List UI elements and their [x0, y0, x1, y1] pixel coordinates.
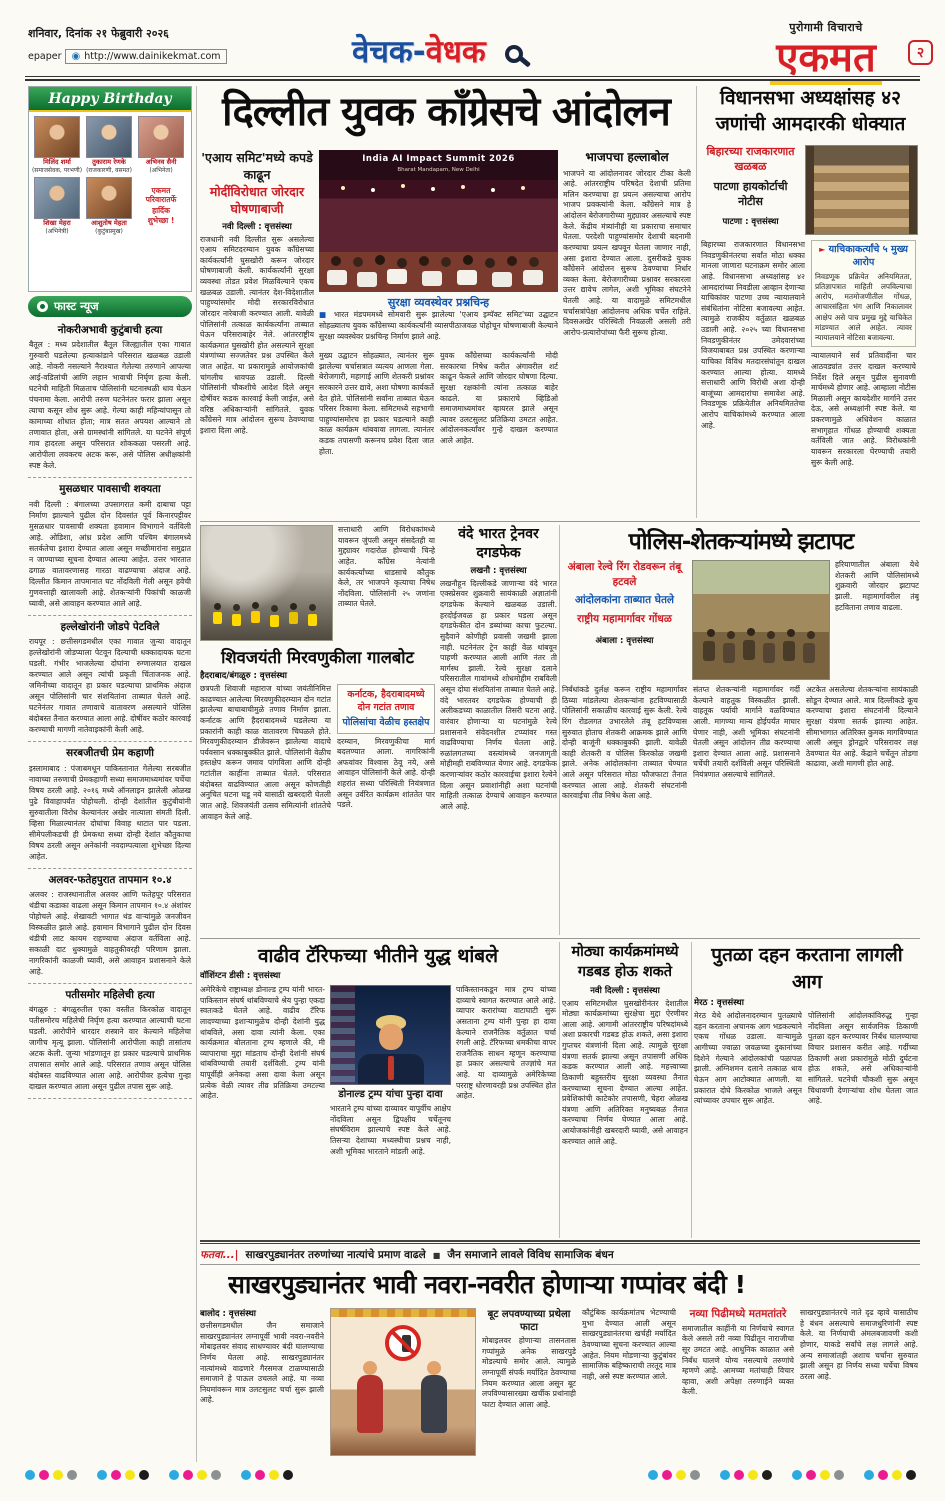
shivjayanti-columns	[200, 684, 435, 930]
birthday-name: शिखा मेहरा	[43, 219, 71, 228]
color-dot	[792, 1470, 802, 1480]
shivjayanti-body-1: छत्रपती शिवाजी महाराज यांच्या जयंतीनिमित्त काढण्यात आलेल्या मिरवणुकीदरम्यान दोन गटांत झालेल्या बाचाबाचीमुळे तणाव निर्माण झाला. कर्नाटक आणि हैदराबादमध्ये घडलेल्या या प्रकारांनी काही काळ वातावरण चिघळले होते. मिरवणुकीदरम्यान डीजेवरून झालेल्या वादाचे पर्यवसान धक्काबुक्कीत झाले. पोलिसांनी वेळीच हस्तक्षेप करून जमाव पांगविला आणि दोन्ही गटांतील काहींना ताब्यात घेतले. परिसरात बंदोबस्त वाढविण्यात आला असून कोणतीही अनुचित घटना घडू नये यासाठी खबरदारी घेतली जात आहे. शिवजयंती उत्सव समित्यांनी शांततेचे आवाहन केले आहे.	[200, 684, 331, 821]
engagement-columns	[200, 1308, 920, 1456]
color-dot	[39, 1470, 49, 1480]
color-dot	[169, 1470, 179, 1480]
police-photo	[200, 525, 333, 641]
fast-news-body: इस्लामाबाद : पंजाबमधून पाकिस्तानात गेलेल्या सरबजीत नावाच्या तरुणाची प्रेमकहाणी सध्या समाजमाध्यमांवर चर्चेचा विषय ठरली आहे. २०१६ मध्ये ऑनलाइन झालेली ओळख पुढे विवाहापर्यंत पोहोचली. दोन्ही देशांतील कुटुंबीयांनी सुरुवातीला विरोध केल्यानंतर अखेर नात्याला संमती दिली. व्हिसा मिळाल्यानंतर दोघांचा विवाह थाटात पार पडला. सीमेपलीकडची ही प्रेमकथा सध्या दोन्ही देशांत कौतुकाचा विषय ठरली असून अनेकांनी नवदाम्पत्याला शुभेच्छा दिल्या आहेत.	[29, 763, 191, 861]
shoe-custom-body: मोबाइलवर होणाऱ्या तासनतास गप्पांमुळे अनेक साखरपुडे मोडल्याचे समोर आले. त्यामुळे लग्नापूर्वी संपर्क मर्यादित ठेवण्याचा नियम करण्यात आला असून बूट लपविण्यासारख्या खर्चीक प्रथांनाही फाटा देण्यात आला आहे.	[482, 1336, 576, 1409]
birthday-name: आशुतोष मेहता	[91, 219, 127, 228]
tshirts-held-up	[327, 270, 347, 285]
tariff-photo-column	[330, 985, 451, 1237]
birthday-cell	[31, 114, 83, 175]
effigy-fire-story	[694, 942, 920, 1238]
effigy-column-2	[808, 1011, 918, 1238]
events-byline: नवी दिल्ली : वृत्तसंस्था	[590, 985, 660, 996]
shivjayanti-body-2: दरम्यान, मिरवणुकीचा मार्ग बदलण्यात आला. नागरिकांनी अफवांवर विश्वास ठेवू नये, असे आवाहन पोलिसांनी केले आहे. दोन्ही शहरांत सध्या परिस्थिती नियंत्रणात असून उर्वरित कार्यक्रम शांततेत पार पडले.	[337, 736, 435, 810]
engagement-photo	[330, 1308, 476, 1456]
events-security-story	[562, 942, 688, 1238]
lead-subhead-black: 'एआय समिट'मध्ये कपडे काढून	[201, 150, 313, 182]
engagement-body-left: छत्तीसगडमधील जैन समाजाने साखरपुड्यानंतर लग्नापूर्वी भावी नवरा-नवरीने मोबाइलवर संवाद साधण्यावर बंदी घालण्याचा निर्णय घेतला आहे. साखरपुड्यानंतर नात्यांमध्ये वाढणारे गैरसमज टाळण्यासाठी समाजाने हे पाऊल उचलले आहे. या नव्या नियमांवरून मात्र उलटसुलट चर्चा सुरू झाली आहे.	[200, 1321, 324, 1405]
lead-body-1: राजधानी नवी दिल्लीत सुरू असलेल्या एआय समिटदरम्यान युवक काँग्रेसच्या कार्यकर्त्यांनी घुसखोरी करून जोरदार घोषणाबाजी केली. कार्यकर्त्यांनी सुरक्षा व्यवस्था तोडत प्रवेश मिळविल्याने एकच खळबळ उडाली. त्यानंतर देश-विदेशातील पाहुण्यांसमोर मोदी सरकारविरोधात जोरदार नारेबाजी करण्यात आली. यावेळी पोलिसांनी तत्काळ कार्यकर्त्यांना ताब्यात घेऊन परिसराबाहेर नेले. आंतरराष्ट्रीय कार्यक्रमात घुसखोरी होत असल्याने सुरक्षा यंत्रणांच्या सज्जतेवर प्रश्न उपस्थित केले जात आहेत. या प्रकारामुळे आयोजकांची चांगलीच धावपळ उडाली. दिल्ली पोलिसांनी चौकशीचे आदेश दिले असून दोषींवर कडक कारवाई केली जाईल, असे वरिष्ठ अधिकाऱ्यांनी सांगितले. युवक काँग्रेसने मात्र आंदोलन सुरूच ठेवण्याचा इशारा दिला आहे.	[200, 234, 314, 435]
masthead-tagline: पुरोगामी विचाराचे	[789, 21, 863, 34]
farmers-clash-photo	[692, 560, 830, 680]
color-dot	[241, 1470, 251, 1480]
lead-body-column-2	[319, 351, 434, 518]
birthday-role: (राजकारणी, वसमत)	[86, 166, 132, 174]
farmers-crowd-heads	[707, 629, 715, 637]
bihar-kickers	[701, 145, 800, 235]
engagement-column-3	[582, 1308, 676, 1456]
caption-text: भारत मंडपममध्ये सोमवारी सुरू झालेल्या 'एआय इम्पॅक्ट समिट'च्या उद्घाटन सोहळ्यातच युवक काँग्रेसच्या कार्यकर्त्यांनी व्यासपीठाजवळ पोहोचून घोषणाबाजी केल्याने सुरक्षा व्यवस्थेवर प्रश्नचिन्ह निर्माण झाले आहे.	[319, 310, 558, 341]
color-dot	[662, 1470, 672, 1480]
color-dot	[878, 1470, 888, 1480]
fast-news-body: बैतूल : मध्य प्रदेशातील बैतूल जिल्ह्यातील एका गावात गुरुवारी घडलेल्या हत्याकांडाने परिसरात खळबळ उडाली आहे. नोकरी नसल्याने नैराश्यात गेलेल्या तरुणाने आपल्या आई-वडिलांची आणि लहान भावाची निर्घृण हत्या केली. घटनेची माहिती मिळताच पोलिसांनी घटनास्थळी धाव घेऊन पंचनामा केला. आरोपी तरुण घटनेनंतर फरार झाला असून त्याचा कसून शोध सुरू आहे. गेल्या काही महिन्यांपासून तो कामाच्या शोधात होता; मात्र सतत अपयश आल्याने तो तणावात होता, असे ग्रामस्थांनी सांगितले. या घटनेने संपूर्ण गाव हादरला असून परिसरात शोककळा पसरली आहे. आरोपीला लवकरच अटक करू, असे पोलिस अधीक्षकांनी स्पष्ट केले.	[29, 340, 191, 471]
globe-icon: ◉	[71, 50, 81, 62]
shivjayanti-headline: शिवजयंती मिरवणुकीला गालबोट	[221, 648, 414, 667]
color-dot	[892, 1470, 902, 1480]
shivjayanti-story	[200, 646, 435, 935]
color-dot	[111, 1470, 121, 1480]
fast-news-title: फास्ट न्यूज	[54, 299, 99, 313]
lead-subhead-red: मोदींविरोधात जोरदार घोषणाबाजी	[209, 183, 305, 216]
vande-bharat-story	[440, 525, 557, 935]
column-rule	[696, 86, 697, 518]
birthday-role: (अभिनेता)	[149, 166, 173, 174]
lead-body-5: सत्ताधारी आणि विरोधकांमध्ये यावरून जुंपली असून संसदेतही या मुद्द्यावर गदारोळ होण्याची चिन्हे आहेत. काँग्रेस नेत्यांनी कार्यकर्त्यांच्या धाडसाचे कौतुक केले, तर भाजपने कृत्याचा निषेध नोंदविला. पोलिसांनी २५ जणांना ताब्यात घेतले.	[338, 525, 435, 609]
greeting-line: शुभेच्छा !	[147, 216, 175, 226]
birthday-photo	[34, 177, 80, 219]
fatwa-strip	[200, 1246, 920, 1265]
birthday-name: अभिनव सैनी	[145, 158, 177, 166]
color-dot	[648, 1470, 658, 1480]
print-registration-marks	[25, 1470, 920, 1480]
fast-news-item	[28, 869, 192, 984]
fast-news-column	[28, 296, 192, 1460]
color-dot	[720, 1470, 730, 1480]
color-dot	[139, 1470, 149, 1480]
shivjayanti-column-2	[337, 684, 435, 930]
birthday-role: (समाजसेवक, परभणी)	[31, 166, 83, 174]
color-dot	[806, 1470, 816, 1480]
bihar-column-2	[811, 240, 916, 508]
fast-news-headline: अलवर-फतेहपुरात तापमान १०.४	[48, 873, 172, 886]
date-line: शनिवार, दिनांक २१ फेब्रुवारी २०२६	[28, 27, 169, 40]
police-farmers-columns	[562, 685, 920, 923]
summit-photo	[319, 150, 558, 292]
epaper-bar	[28, 47, 227, 65]
engagement-body-mid: कौटुंबिक कार्यक्रमांतच भेटण्याची मुभा देण्यात आली असून साखरपुड्यानंतरचा खर्चही मर्यादित ठेवण्याच्या सूचना करण्यात आल्या आहेत. नियम मोडणाऱ्या कुटुंबांवर सामाजिक बहिष्काराची तरतूद मात्र नाही, असे स्पष्ट करण्यात आले.	[582, 1308, 676, 1381]
column-rule	[559, 525, 560, 935]
tariff-byline: वॉशिंग्टन डीसी : वृत्तसंस्था	[200, 971, 281, 981]
summit-banner-subtext: Bharat Mandapam, New Delhi	[397, 167, 480, 173]
tariff-column-3	[456, 985, 556, 1237]
fatwa-text-2: जैन समाजाने लावले विविध सामाजिक बंधन	[447, 1249, 614, 1261]
greeting-line: हार्दिक	[152, 205, 170, 215]
fast-news-body: बंगळूरु : बंगळूरुतील एका वस्तीत किरकोळ वादातून पतीसमोरच महिलेची निर्घृण हत्या करण्यात आल्याची घटना घडली. आरोपीने धारदार शस्त्राने वार केल्याने महिलेचा जागीच मृत्यू झाला. पोलिसांनी आरोपीला काही तासांतच अटक केली. जुन्या भांडणातून हा प्रकार घडल्याचे प्राथमिक तपासात समोर आले आहे. परिसरात तणाव असून पोलिस बंदोबस्त वाढविण्यात आला आहे. आरोपीवर हत्येचा गुन्हा दाखल करण्यात आला असून पुढील तपास सुरू आहे.	[29, 1005, 191, 1092]
inset-body: निवडणूक प्रक्रियेत अनियमितता, प्रतिज्ञापत्रात माहिती लपविल्याचा आरोप, मतमोजणीतील गोंधळ, आचारसंहिता भंग आणि निकालावर आक्षेप असे पाच प्रमुख मुद्दे याचिकेत मांडण्यात आले आहेत. त्यावर न्यायालयाने नोटिसा बजावल्या.	[815, 271, 912, 343]
bjp-reaction-body: भाजपने या आंदोलनावर जोरदार टीका केली आहे. आंतरराष्ट्रीय परिषदेत देशाची प्रतिमा मलिन करण्याचा हा प्रयत्न असल्याचा आरोप भाजप प्रवक्त्यांनी केला. काँग्रेसने मात्र हे आंदोलन बेरोजगारीच्या मुद्द्यावर असल्याचे स्पष्ट केले. केंद्रीय मंत्र्यांनीही या प्रकाराचा समाचार घेतला. परदेशी पाहुण्यांसमोर देशाची बदनामी करण्याचा प्रयत्न खपवून घेतला जाणार नाही, असा इशारा देण्यात आला. दुसरीकडे युवक काँग्रेसने आंदोलन सुरूच ठेवण्याचा निर्धार व्यक्त केला. बेरोजगारीच्या प्रश्नावर सरकारला उत्तर द्यावेच लागेल, अशी भूमिका संघटनेने घेतली आहे. या वादामुळे समिटमधील चर्चासत्रांपेक्षा आंदोलनच अधिक चर्चेत राहिले. दिवसअखेर परिस्थिती निवळली असली तरी आरोप-प्रत्यारोपांच्या फैरी सुरूच होत्या.	[563, 168, 691, 337]
bihar-top-row	[701, 145, 920, 235]
birthday-photo	[138, 116, 184, 158]
birthday-photo	[86, 116, 132, 158]
police-farmers-column-2	[693, 685, 800, 923]
column-rule	[196, 86, 197, 1462]
trump-tie	[388, 1056, 394, 1080]
birthday-name: मिलिंद शर्मा	[43, 158, 71, 166]
bihar-kicker-black: पाटणा हायकोर्टाची नोटीस	[713, 179, 788, 208]
color-dot	[53, 1470, 63, 1480]
arrow-icon: ►	[819, 245, 826, 254]
lead-body-3: युवक काँग्रेसच्या कार्यकर्त्यांनी मोदी सरकारचा निषेध करीत अंगावरील शर्ट काढून फेकले आणि जोरदार घोषणा दिल्या. सुरक्षा रक्षकांनी त्यांना तत्काळ बाहेर काढले. या प्रकाराचे व्हिडिओ समाजमाध्यमांवर व्हायरल झाले असून त्यावर उलटसुलट प्रतिक्रिया उमटत आहेत. आंदोलनकर्त्यांवर गुन्हे दाखल करण्यात आले आहेत.	[440, 351, 558, 445]
birthday-cell	[83, 114, 135, 175]
engagement-byline: बालोद : वृत्तसंस्था	[200, 1309, 256, 1319]
vande-bharat-byline: लखनौ : वृत्तसंस्था	[470, 565, 527, 576]
shivjayanti-column-1	[200, 684, 331, 930]
logo-text-red: वेधक	[425, 34, 486, 70]
bihar-body-2: न्यायालयाने सर्व प्रतिवादींना चार आठवड्यांत उत्तर दाखल करण्याचे निर्देश दिले असून पुढील सुनावणी मार्चमध्ये होणार आहे. आम्हाला नोटीस मिळाली असून कायदेशीर मार्गाने उत्तर देऊ, असे अध्यक्षांनी स्पष्ट केले. या प्रकरणामुळे अधिवेशन काळात सभागृहात गोंधळ होण्याची शक्यता वर्तविली जात आहे. विरोधकांनी यावरून सरकारला घेरण्याची तयारी सुरू केली आहे.	[811, 351, 916, 467]
birthday-name: तुकाराम रेणके	[92, 158, 126, 166]
crowd-silhouette	[331, 256, 341, 266]
birthday-cell	[31, 175, 83, 236]
effigy-column-1	[694, 1011, 802, 1238]
birthday-title: Happy Birthday	[29, 87, 191, 112]
bihar-headline: विधानसभा अध्यक्षांसह ४२ जणांची आमदारकी धोक्यात	[715, 87, 906, 135]
bullet-blue: आंदोलकांना ताब्यात घेतले	[574, 594, 675, 607]
color-dot	[283, 1470, 293, 1480]
square-bullet-icon: ■	[319, 310, 329, 320]
engagement-column-4	[682, 1308, 794, 1456]
tariff-body-1: अमेरिकेचे राष्ट्राध्यक्ष डोनाल्ड ट्रम्प यांनी भारत-पाकिस्तान संघर्ष थांबविण्याचे श्रेय पुन्हा एकदा स्वतःकडे घेतले आहे. वाढीव टॅरिफ लादण्याच्या इशाऱ्यामुळेच दोन्ही देशांनी युद्ध थांबविले, असा दावा त्यांनी केला. एका कार्यक्रमात बोलताना ट्रम्प म्हणाले की, मी व्यापाराचा मुद्दा मांडताच दोन्ही देशांनी संघर्ष थांबविण्याची तयारी दर्शविली. ट्रम्प यांनी यापूर्वीही अनेकदा असा दावा केला असून प्रत्येक वेळी त्यावर तीव्र प्रतिक्रिया उमटल्या आहेत.	[200, 985, 325, 1101]
birthday-box	[28, 86, 192, 292]
logo-text-blue: वेचक-	[352, 34, 426, 70]
police-farmers-body-2: निर्बंधांकडे दुर्लक्ष करून राष्ट्रीय महामार्गावर ठिय्या मांडलेल्या शेतकऱ्यांना हटविण्यासाठी पोलिसांनी सकाळीच कारवाई सुरू केली. रेल्वे रिंग रोडलगत उभारलेले तंबू हटविण्यास सुरुवात होताच शेतकरी आक्रमक झाले आणि दोन्ही बाजूंनी धक्काबुक्की झाली. यावेळी काही शेतकरी व पोलिस किरकोळ जखमी झाले. अनेक आंदोलकांना ताब्यात घेण्यात आले असून परिसरात मोठा फौजफाटा तैनात करण्यात आला आहे. शेतकरी संघटनांनी कारवाईचा तीव्र निषेध केला आहे.	[562, 685, 687, 801]
police-crowd-silhouette	[214, 603, 221, 610]
column-rule	[559, 942, 560, 1238]
color-dot	[183, 1470, 193, 1480]
birthday-cell	[83, 175, 135, 236]
police-farmers-column-a	[835, 560, 919, 680]
inset-head	[815, 244, 912, 270]
engagement-story	[200, 1267, 920, 1463]
birthday-photo	[86, 177, 132, 219]
no-phone-icon	[385, 1325, 421, 1361]
stage-lights	[341, 186, 345, 190]
bjp-reaction-head: भाजपचा हल्लाबोल	[585, 150, 669, 164]
section-rule	[200, 938, 920, 939]
shivjayanti-byline: हैदराबाद/बंगळूरु : वृत्तसंस्था	[200, 671, 287, 682]
tariff-column-1	[200, 985, 325, 1237]
allegations-inset-box	[811, 240, 916, 347]
birthday-grid	[29, 112, 191, 238]
tariff-headline: वाढीव टॅरिफच्या भीतीने युद्ध थांबले	[257, 945, 499, 967]
color-dot	[97, 1470, 107, 1480]
tariff-body-3: पाकिस्तानकडून मात्र ट्रम्प यांच्या दाव्याचे स्वागत करण्यात आले आहे. व्यापार करारांच्या वाटाघाटी सुरू असताना ट्रम्प यांनी पुन्हा हा दावा केल्याने राजनैतिक वर्तुळात चर्चा रंगली आहे. टॅरिफच्या धमकीचा वापर राजनैतिक साधन म्हणून करण्याचा हा प्रकार असल्याचे तज्ज्ञांचे मत आहे. या दाव्यामुळे अमेरिकेच्या परराष्ट्र धोरणावरही प्रश्न उपस्थित होत आहेत.	[456, 985, 556, 1101]
police-farmers-story	[562, 524, 920, 935]
fast-news-item	[28, 319, 192, 478]
generation-subhead: नव्या पिढीमध्ये मतमतांतरे	[689, 1308, 787, 1320]
bullet-red: अंबाला रेल्वे रिंग रोडवरून तंबू हटवले	[567, 561, 682, 588]
column-rule	[691, 942, 692, 1238]
vande-bharat-headline: वंदे भारत ट्रेनवर दगडफेक	[458, 526, 539, 561]
lead-headline: दिल्लीत युवक काँग्रेसचे आंदोलन	[222, 89, 670, 135]
vande-bharat-body: लखनौहून दिल्लीकडे जाणाऱ्या वंदे भारत एक्स्प्रेसवर शुक्रवारी सायंकाळी अज्ञातांनी दगडफेक केल्याने खळबळ उडाली. हरदोईजवळ हा प्रकार घडला असून दगडफेकीत दोन डब्यांच्या काचा फुटल्या. सुदैवाने कोणीही प्रवासी जखमी झाला नाही. घटनेनंतर ट्रेन काही वेळ थांबवून पाहणी करण्यात आली आणि नंतर ती मार्गस्थ झाली. रेल्वे सुरक्षा दलाने परिसरातील गावांमध्ये शोधमोहीम राबविली असून दोघा संशयितांना ताब्यात घेतले आहे. वंदे भारतवर दगडफेक होण्याची ही अलीकडच्या काळातील तिसरी घटना आहे. वारंवार होणाऱ्या या घटनांमुळे रेल्वे प्रशासनाने संवेदनशील टप्प्यांवर गस्त वाढविण्याचा निर्णय घेतला आहे. रुळांलगतच्या वस्त्यांमध्ये जनजागृती मोहीमही राबविण्यात येणार आहे. दगडफेक करणाऱ्यांवर कठोर कारवाईचा इशारा रेल्वेने दिला असून प्रवाशांनीही अशा घटनांची माहिती तत्काळ देण्याचे आवाहन करण्यात आले आहे.	[440, 578, 557, 811]
effigy-byline: मेरठ : वृत्तसंस्था	[694, 998, 744, 1009]
tension-line-blue: पोलिसांचा वेळीच हस्तक्षेप	[342, 717, 430, 729]
effigy-body-2: पोलिसांनी आंदोलकांविरुद्ध गुन्हा नोंदविला असून सार्वजनिक ठिकाणी पुतळा दहन करण्यावर निर्बंध घालण्याचा विचार प्रशासन करीत आहे. गर्दीच्या ठिकाणी अशा प्रकारांमुळे मोठी दुर्घटना होऊ शकते, असे अधिकाऱ्यांनी सांगितले. घटनेची चौकशी सुरू असून चिथावणी देणाऱ्यांचा शोध घेतला जात आहे.	[808, 1011, 918, 1106]
birthday-cell	[135, 114, 187, 175]
police-farmers-top-row	[562, 560, 920, 680]
bihar-body-1: बिहारच्या राजकारणात विधानसभा निवडणुकीनंतरचा सर्वांत मोठा धक्का मानला जाणारा घटनाक्रम समोर आला आहे. विधानसभा अध्यक्षांसह ४२ आमदारांच्या निवडीला आव्हान देणाऱ्या याचिकांवर पाटणा उच्च न्यायालयाने संबंधितांना नोटिसा बजावल्या आहेत. त्यामुळे राजकीय वर्तुळात खळबळ उडाली आहे. २०२५ च्या विधानसभा निवडणुकीनंतर उमेदवारांच्या विजयाबाबत प्रश्न उपस्थित करणाऱ्या याचिका विविध मतदारसंघांतून दाखल करण्यात आल्या होत्या. यामध्ये सत्ताधारी आणि विरोधी अशा दोन्ही बाजूंच्या आमदारांचा समावेश आहे. निवडणूक प्रक्रियेतील अनियमिततेचा आरोप याचिकांमध्ये करण्यात आला आहे.	[701, 240, 805, 430]
magnifier-icon	[505, 45, 523, 63]
header-rule	[25, 76, 920, 81]
epaper-label: epaper	[28, 50, 62, 62]
lead-body-column-3	[440, 351, 558, 518]
fast-news-item	[28, 984, 192, 1099]
color-dot	[676, 1470, 686, 1480]
lead-body-2: मुख्य उद्घाटन सोहळ्यात, त्यानंतर सुरू झालेल्या चर्चासत्रात व्यत्यय आणला गेला. बेरोजगारी, महागाई आणि शेतकरी प्रश्नांवर सरकारने उत्तर द्यावे, अशा घोषणा कार्यकर्ते देत होते. पोलिसांनी सर्वांना ताब्यात घेऊन परिसर रिकामा केला. समिटमध्ये सहभागी पाहुण्यांसमोरच हा प्रकार घडल्याने काही काळ कार्यक्रम थांबवावा लागला. त्यानंतर कडक तपासणी करूनच प्रवेश दिला जात होता.	[319, 351, 434, 456]
bihar-story	[701, 86, 920, 518]
bihar-columns	[701, 240, 920, 508]
bjp-reaction-box	[563, 150, 691, 518]
trump-photo	[330, 985, 451, 1085]
color-dot	[125, 1470, 135, 1480]
summit-banner-text: India AI Impact Summit 2026	[362, 154, 515, 164]
trump-face	[379, 1024, 403, 1050]
epaper-url[interactable]: http://www.dainikekmat.com	[84, 50, 221, 62]
tariff-body-2: भारताने ट्रम्प यांच्या दाव्यावर यापूर्वीच आक्षेप नोंदविला असून द्विपक्षीय चर्चेतूनच संघर्षविराम झाल्याचे स्पष्ट केले आहे. तिसऱ्या देशाच्या मध्यस्थीचा प्रश्नच नाही, अशी भूमिका भारताने मांडली आहे.	[330, 1104, 451, 1156]
caption-body	[319, 310, 558, 342]
fast-news-headline: सरबजीतची प्रेम कहाणी	[66, 747, 154, 760]
police-farmers-body-1: हरियाणातील अंबाला येथे शेतकरी आणि पोलिसांमध्ये शुक्रवारी जोरदार झटापट झाली. महामार्गावरील तंबू हटविताना तणाव वाढला.	[835, 560, 919, 612]
masthead-brand: एकमत	[770, 35, 882, 85]
shoe-custom-subhead: बूट लपवण्याच्या प्रथेला फाटा	[487, 1309, 571, 1333]
police-farmers-body-4: अटकेत असलेल्या शेतकऱ्यांना सायंकाळी सोडून देण्यात आले. मात्र दिल्लीकडे कूच करण्याचा इशारा संघटनांनी दिल्याने सुरक्षा यंत्रणा सतर्क झाल्या आहेत. सीमाभागात अतिरिक्त कुमक मागविण्यात आली असून ड्रोनद्वारे परिसरावर लक्ष ठेवण्यात येत आहे. केंद्राने चर्चेतून तोडगा काढावा, अशी मागणी होत आहे.	[806, 685, 918, 769]
tension-line-red: कर्नाटक, हैदराबादमध्ये दोन गटांत तणाव	[347, 689, 425, 714]
color-dot	[906, 1470, 916, 1480]
police-farmers-headline: पोलिस-शेतकऱ्यांमध्ये झटापट	[628, 529, 854, 555]
photo-caption	[319, 296, 558, 347]
print-marks-left	[25, 1470, 297, 1480]
fast-news-item	[28, 478, 192, 615]
color-dot	[255, 1470, 265, 1480]
engagement-body-right: साखरपुड्यानंतरचे नाते दृढ व्हावे यासाठीच हे बंधन असल्याचे समाजधुरिणांनी स्पष्ट केले. या निर्णयाची अंमलबजावणी कशी होणार, याकडे सर्वांचे लक्ष लागले आहे. अन्य समाजांतही अशाच चर्चांना सुरुवात झाली असून हा निर्णय सध्या चर्चेचा विषय ठरला आहे.	[800, 1308, 918, 1381]
color-dot	[820, 1470, 830, 1480]
section-rule	[200, 521, 920, 522]
engagement-column-2	[482, 1308, 576, 1456]
fast-news-headline: हल्लेखोरांनी जोडपे पेटविले	[60, 620, 160, 633]
caption-head: सुरक्षा व्यवस्थेवर प्रश्नचिन्ह	[387, 296, 490, 309]
birthday-role: (अभिनेत्री)	[45, 228, 69, 235]
engagement-column-5	[800, 1308, 918, 1456]
fast-news-body: नवी दिल्ली : बंगालच्या उपसागरात कमी दाबाचा पट्टा निर्माण झाल्याने पुढील दोन दिवसांत पूर्व किनारपट्टीवर मुसळधार पावसाची शक्यता हवामान विभागाने वर्तविली आहे. ओडिशा, आंध्र प्रदेश आणि पश्चिम बंगालमध्ये सतर्कतेचा इशारा देण्यात आला असून मच्छीमारांना समुद्रात न जाण्याच्या सूचना देण्यात आल्या आहेत. उत्तर भारतात ढगाळ वातावरणासह गारठा वाढण्याचा अंदाज आहे. दिल्लीत किमान तापमानात घट नोंदविली गेली असून हवेची गुणवत्ताही खालावली आहे. शेतकऱ्यांनी पिकांची काळजी घ्यावी, असे आवाहन करण्यात आले आहे.	[29, 499, 191, 608]
color-dot	[834, 1470, 844, 1480]
epaper-url-box[interactable]	[65, 49, 226, 64]
color-dot	[25, 1470, 35, 1480]
fast-news-item	[28, 616, 192, 742]
square-separator-icon: ■	[432, 1250, 441, 1260]
birthday-greeting	[135, 175, 187, 236]
fast-news-headline: मुसळधार पावसाची शक्यता	[59, 483, 161, 496]
police-farmers-column-1	[562, 685, 687, 923]
bride-figure	[357, 1375, 383, 1433]
assembly-photo	[805, 145, 918, 235]
color-dot	[762, 1470, 772, 1480]
section-logo	[352, 30, 523, 72]
color-dot	[269, 1470, 279, 1480]
tension-inset-box	[337, 684, 435, 733]
fast-news-item	[28, 742, 192, 868]
effigy-body-1: मेरठ येथे आंदोलनादरम्यान पुतळ्याचे दहन करताना अचानक आग भडकल्याने एकच गोंधळ उडाला. वाऱ्यामुळे आगीच्या ज्वाळा जवळच्या दुकानांच्या दिशेने गेल्याने आंदोलकांची पळापळ झाली. अग्निशमन दलाने तत्काळ धाव घेऊन आग आटोक्यात आणली. या प्रकारात दोघे किरकोळ भाजले असून त्यांच्यावर उपचार सुरू आहेत.	[694, 1011, 802, 1106]
color-dot	[690, 1470, 700, 1480]
fatwa-text-1: साखरपुड्यानंतर तरुणांच्या नात्यांचे प्रमाण वाढले	[245, 1249, 426, 1261]
fast-news-headline: पतीसमोर महिलेची हत्या	[65, 988, 155, 1001]
fast-news-headline: नोकरीअभावी कुटुंबाची हत्या	[57, 324, 163, 336]
events-body: एआय समिटमधील घुसखोरीनंतर देशातील मोठ्या कार्यक्रमांच्या सुरक्षेचा मुद्दा ऐरणीवर आला आहे. आगामी आंतरराष्ट्रीय परिषदांमध्ये अशा प्रकारची गडबड होऊ शकते, असा इशारा गुप्तचर यंत्रणांनी दिला आहे. त्यामुळे सुरक्षा यंत्रणा सतर्क झाल्या असून तपासणी अधिक कडक करण्यात आली आहे. महत्त्वाच्या ठिकाणी बहुस्तरीय सुरक्षा व्यवस्था तैनात करण्याच्या सूचना देण्यात आल्या आहेत. प्रवेशिकांची काटेकोर तपासणी, चेहरा ओळख यंत्रणा आणि अतिरिक्त मनुष्यबळ तैनात करण्याचा निर्णय घेण्यात आला आहे. आयोजकांनीही खबरदारी घ्यावी, असे आवाहन करण्यात आले आहे.	[562, 998, 688, 1146]
lead-byline: नवी दिल्ली : वृत्तसंस्था	[222, 221, 292, 232]
effigy-headline: पुतळा दहन करताना लागली आग	[711, 944, 903, 993]
police-farmers-body-3: संतप्त शेतकऱ्यांनी महामार्गावर गर्दी केल्याने वाहतूक विस्कळीत झाली. वाहतूक पर्यायी मार्गाने वळविण्यात आली. मागण्या मान्य होईपर्यंत माघार घेणार नाही, अशी भूमिका संघटनांनी घेतली असून आंदोलन तीव्र करण्याचा इशारा देण्यात आला आहे. प्रशासनाने चर्चेची तयारी दर्शविली असून परिस्थिती नियंत्रणात असल्याचे सांगितले.	[693, 685, 800, 779]
fatwa-label: फतवा...|	[200, 1249, 239, 1261]
color-dot	[67, 1470, 77, 1480]
engagement-headline: साखरपुड्यानंतर भावी नवरा-नवरीत होणाऱ्या गप्पांवर बंदी !	[228, 1270, 746, 1299]
print-marks-right	[648, 1470, 920, 1480]
fast-news-body: रायपूर : छत्तीसगडमधील एका गावात जुन्या वादातून हल्लेखोरांनी जोडप्याला पेटवून दिल्याची धक्कादायक घटना घडली. गंभीर भाजलेल्या दोघांना रुग्णालयात दाखल करण्यात आले असून त्यांची प्रकृती चिंताजनक आहे. जमिनीच्या वादातून हा प्रकार घडल्याचा प्राथमिक अंदाज असून पोलिसांनी चार संशयितांना ताब्यात घेतले आहे. घटनेनंतर गावात तणावाचे वातावरण असल्याने पोलिस बंदोबस्त तैनात करण्यात आला आहे. दोषींवर कठोर कारवाई करण्याची मागणी नातेवाइकांनी केली आहे.	[29, 637, 191, 735]
police-vests	[213, 612, 222, 624]
bihar-byline: पाटणा : वृत्तसंस्था	[722, 217, 779, 228]
tariff-columns	[200, 985, 556, 1237]
birthday-photo	[34, 116, 80, 158]
events-headline: मोठ्या कार्यक्रमांमध्ये गडबड होऊ शकते	[571, 944, 679, 981]
fast-news-header	[28, 296, 192, 317]
farmers-crowd-bodies	[703, 641, 715, 661]
section-rule	[200, 1240, 920, 1244]
lead-continuation-column	[338, 525, 435, 641]
police-farmers-byline: अंबाला : वृत्तसंस्था	[595, 635, 654, 646]
color-dot	[197, 1470, 207, 1480]
fast-news-body: अलवर : राजस्थानातील अलवर आणि फतेहपूर परिसरात थंडीचा कडाका वाढला असून किमान तापमान १०.४ अंशांवर पोहोचले आहे. शेखावटी भागात थंड वाऱ्यांमुळे जनजीवन विस्कळीत झाले आहे. हवामान विभागाने पुढील दोन दिवस थंडीची लाट कायम राहण्याचा अंदाज वर्तविला आहे. सकाळी दाट धुक्यामुळे वाहतुकीवरही परिणाम झाला. नागरिकांनी काळजी घ्यावी, असे आवाहन प्रशासनाने केले आहे.	[29, 889, 191, 976]
fast-news-icon	[37, 301, 48, 312]
effigy-columns	[694, 1011, 920, 1238]
greeting-line: एकमत परिवारातर्फे	[145, 185, 177, 205]
bullet-red: राष्ट्रीय महामार्गावर गोंधळ	[577, 613, 672, 626]
color-dot	[734, 1470, 744, 1480]
page-number-badge: २	[908, 40, 933, 65]
trump-caption: डोनाल्ड ट्रम्प यांचा पुन्हा दावा	[338, 1089, 443, 1100]
bihar-column-1	[701, 240, 805, 508]
bihar-kicker-red: बिहारच्या राजकारणात खळबळ	[706, 145, 795, 173]
color-dot	[748, 1470, 758, 1480]
color-dot	[864, 1470, 874, 1480]
tariff-story	[200, 942, 556, 1238]
color-dot	[211, 1470, 221, 1480]
engagement-column-1	[200, 1308, 324, 1456]
inset-head-text: याचिकाकर्त्यांचे ५ मुख्य आरोप	[828, 244, 908, 268]
lead-subcolumn	[200, 150, 314, 518]
birthday-role: (कुटुंबप्रमुख)	[95, 228, 123, 235]
groom-figure	[421, 1375, 447, 1433]
police-farmers-bullets	[562, 560, 687, 680]
police-farmers-column-3	[806, 685, 918, 923]
generation-body: समाजातील काहींनी या निर्णयाचे स्वागत केले असले तरी नव्या पिढीतून नाराजीचा सूर उमटत आहे. आधुनिक काळात असे निर्बंध घालणे योग्य नसल्याचे तरुणांचे म्हणणे आहे. आमच्या मतांचाही विचार व्हावा, अशी अपेक्षा तरुणाईने व्यक्त केली.	[682, 1323, 794, 1397]
